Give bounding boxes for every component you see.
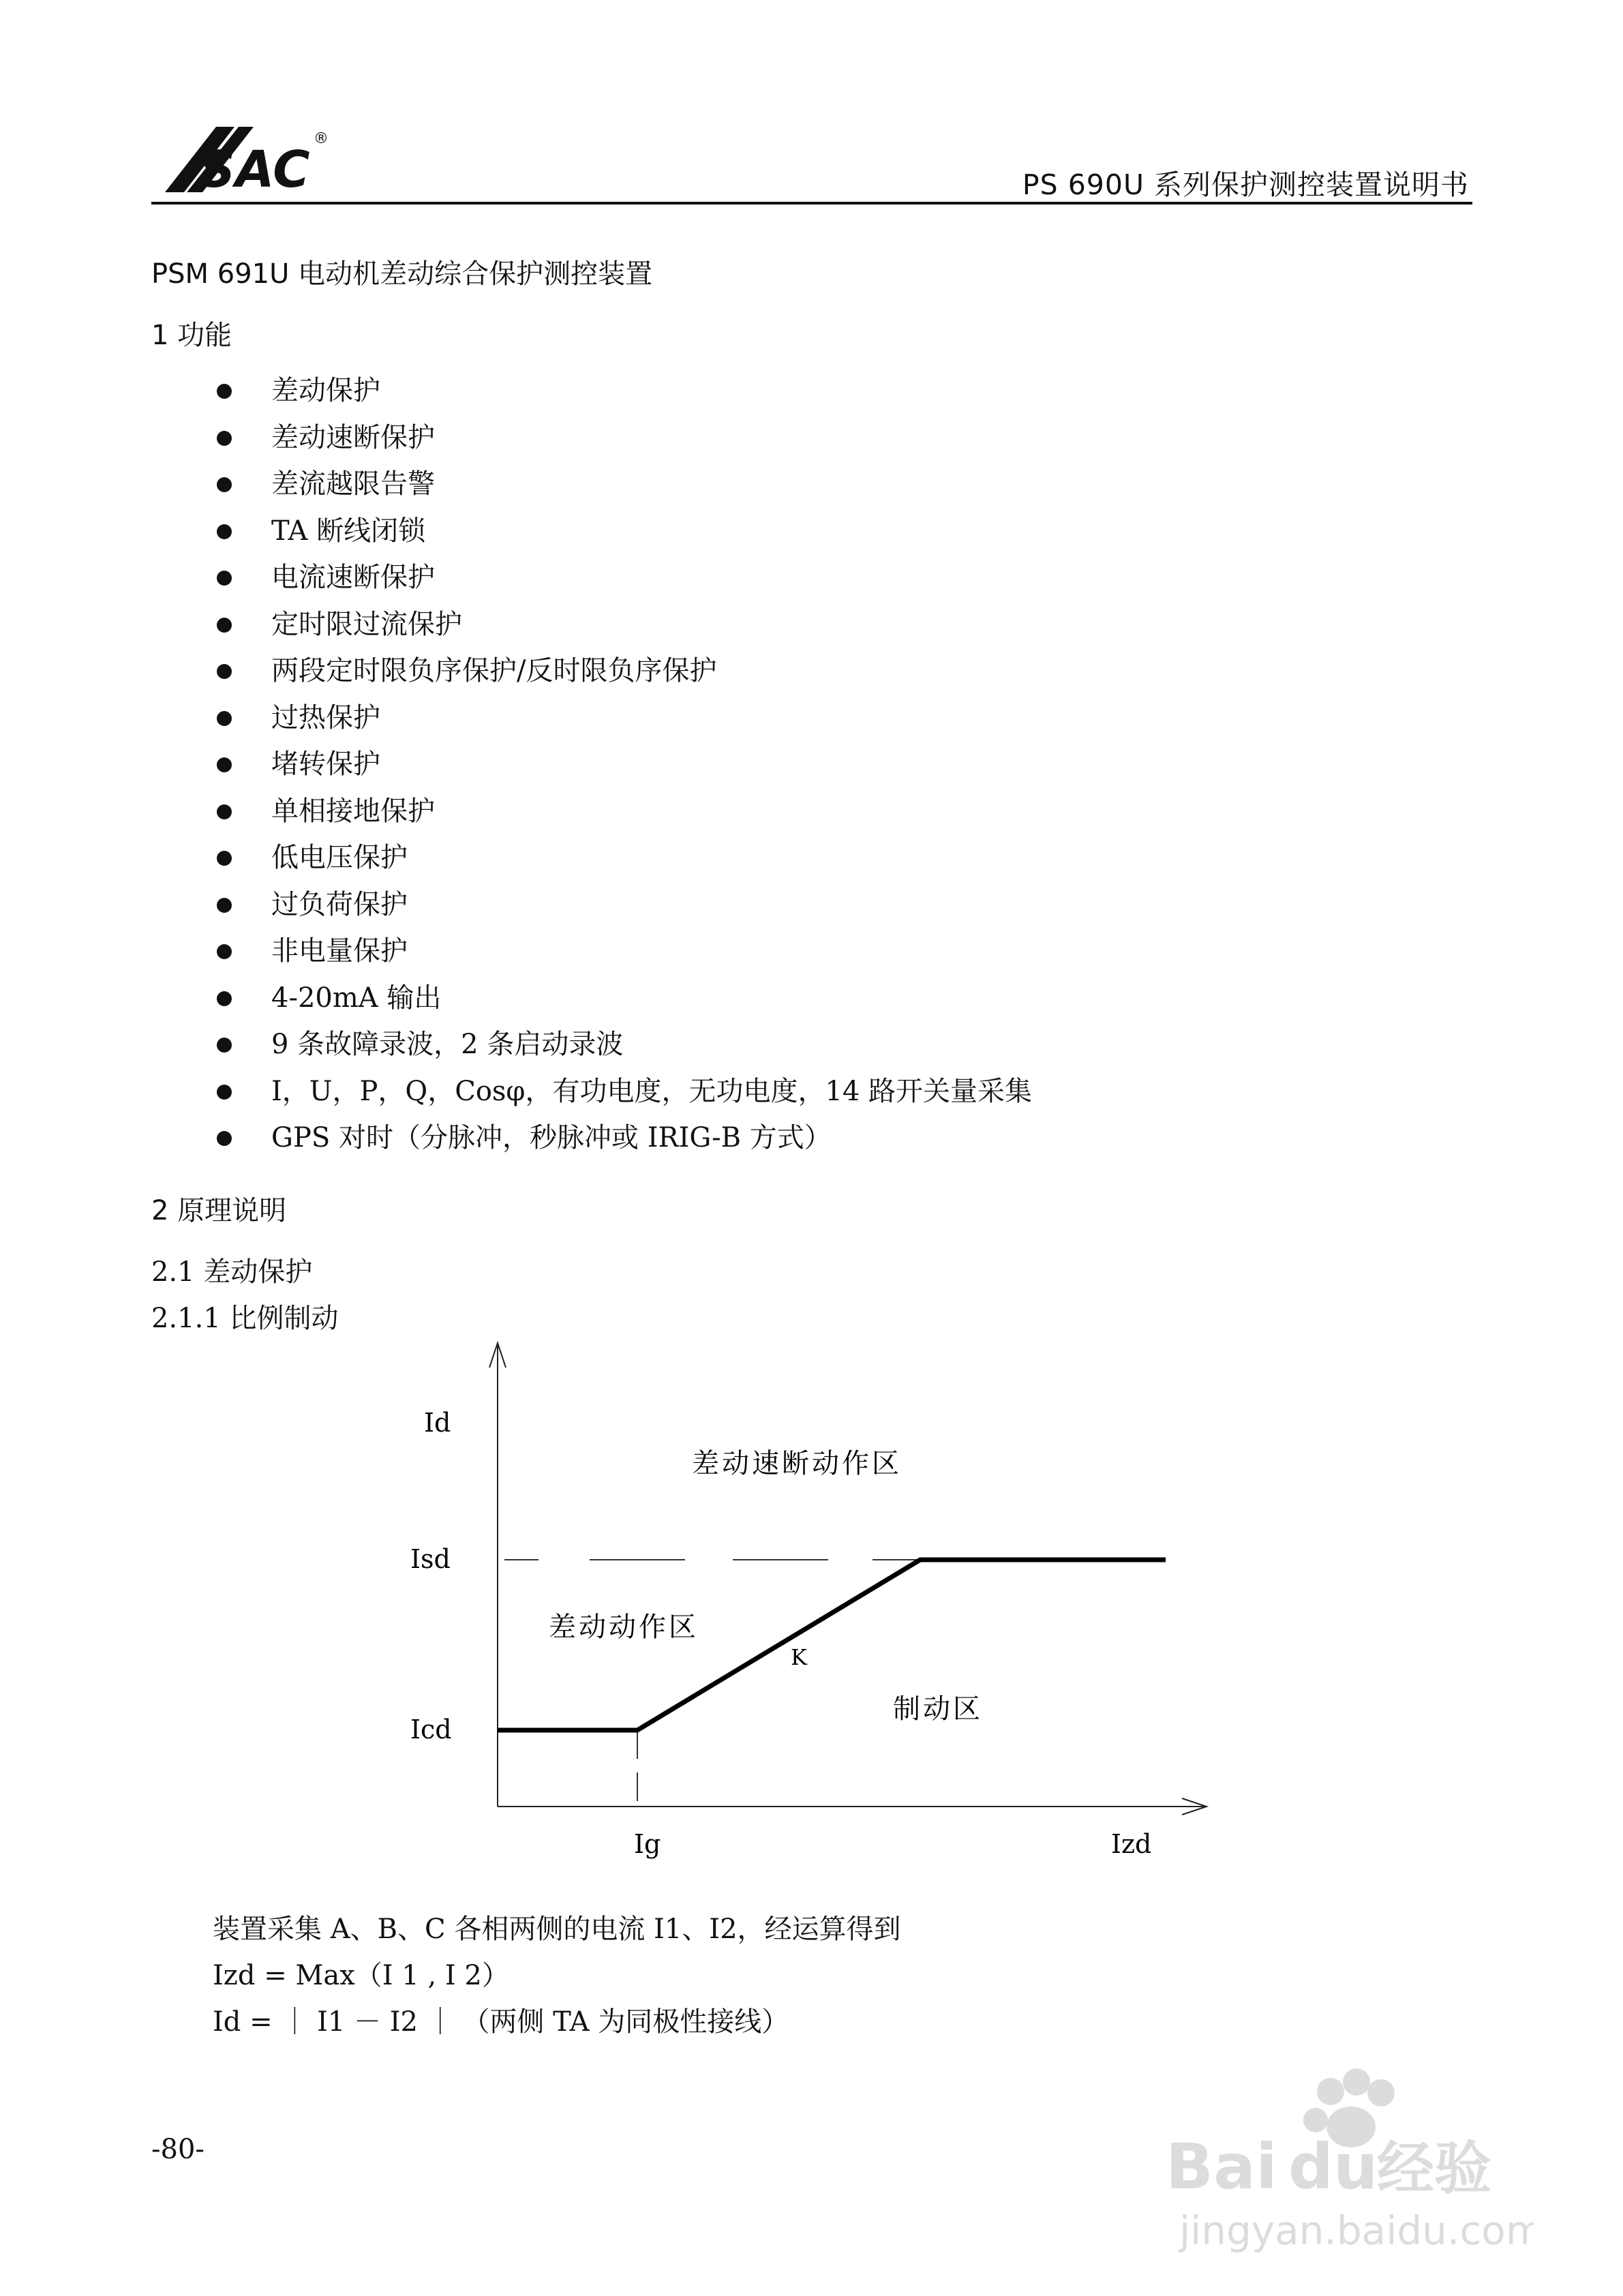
y-tick-isd: Isd bbox=[410, 1544, 451, 1574]
section-2-1-1-heading: 2.1.1 比例制动 bbox=[151, 1303, 339, 1334]
bullet-icon bbox=[217, 477, 232, 492]
bullet-icon bbox=[217, 804, 232, 819]
formula-izd: Izd = Max（I 1 , I 2） bbox=[213, 1960, 509, 1991]
formula-id: Id = ｜ I1 － I2 ｜ （两侧 TA 为同极性接线） bbox=[213, 2006, 789, 2038]
list-item: GPS 对时（分脉冲，秒脉冲或 IRIG-B 方式） bbox=[217, 1121, 1032, 1168]
bullet-icon bbox=[217, 524, 232, 539]
list-item: 过负荷保护 bbox=[217, 888, 1032, 935]
bullet-icon bbox=[217, 1131, 232, 1146]
function-list bbox=[217, 374, 1032, 1168]
slope-label: K bbox=[791, 1644, 807, 1670]
list-item: 非电量保护 bbox=[217, 934, 1032, 981]
section-2-1-heading: 2.1 差动保护 bbox=[151, 1256, 313, 1288]
bullet-icon bbox=[217, 898, 232, 913]
sac-logo bbox=[151, 121, 349, 198]
characteristic-curve bbox=[498, 1560, 1166, 1730]
bullet-icon bbox=[217, 431, 232, 446]
x-tick-ig: Ig bbox=[634, 1829, 661, 1859]
watermark-brand-tail: du bbox=[1288, 2130, 1378, 2203]
region-differential-label: 差动动作区 bbox=[549, 1612, 699, 1643]
bullet-icon bbox=[217, 991, 232, 1006]
bullet-icon bbox=[217, 1038, 232, 1053]
list-item: 单相接地保护 bbox=[217, 794, 1032, 841]
y-axis-label: Id bbox=[424, 1408, 451, 1438]
header-divider bbox=[151, 202, 1472, 205]
bullet-icon bbox=[217, 571, 232, 586]
x-axis-label: Izd bbox=[1111, 1829, 1152, 1859]
region-restraint-label: 制动区 bbox=[893, 1693, 983, 1725]
list-item: 定时限过流保护 bbox=[217, 607, 1032, 654]
registered-mark: ® bbox=[314, 130, 329, 147]
list-item: TA 断线闭锁 bbox=[217, 514, 1032, 561]
baidu-jingyan-watermark bbox=[1152, 2059, 1534, 2263]
y-tick-icd: Icd bbox=[410, 1715, 452, 1744]
bullet-icon bbox=[217, 757, 232, 772]
list-item: 差动保护 bbox=[217, 374, 1032, 421]
section-2-heading: 2 原理说明 bbox=[151, 1195, 287, 1226]
bullet-icon bbox=[217, 944, 232, 959]
list-item: 两段定时限负序保护/反时限负序保护 bbox=[217, 654, 1032, 701]
bullet-icon bbox=[217, 384, 232, 399]
list-item: 低电压保护 bbox=[217, 841, 1032, 888]
bullet-icon bbox=[217, 851, 232, 866]
list-item: I，U，P，Q，Cosφ，有功电度，无功电度，14 路开关量采集 bbox=[217, 1074, 1032, 1121]
list-item: 9 条故障录波，2 条启动录波 bbox=[217, 1027, 1032, 1074]
bullet-icon bbox=[217, 618, 232, 633]
list-item: 差流越限告警 bbox=[217, 467, 1032, 514]
paragraph-current-sampling: 装置采集 A、B、C 各相两侧的电流 I1、I2，经运算得到 bbox=[213, 1914, 901, 1945]
watermark-product: 经验 bbox=[1377, 2135, 1492, 2202]
bullet-icon bbox=[217, 1085, 232, 1100]
document-header-title: PS 690U 系列保护测控装置说明书 bbox=[1022, 168, 1469, 201]
chart-svg bbox=[382, 1336, 1213, 1868]
section-1-heading: 1 功能 bbox=[151, 320, 232, 351]
list-item: 差动速断保护 bbox=[217, 421, 1032, 468]
list-item: 电流速断保护 bbox=[217, 560, 1032, 607]
bullet-icon bbox=[217, 664, 232, 679]
list-item: 堵转保护 bbox=[217, 747, 1032, 794]
bullet-icon bbox=[217, 711, 232, 726]
watermark-url: jingyan.baidu.com bbox=[1179, 2207, 1534, 2254]
logo-text: SAC bbox=[199, 140, 310, 198]
differential-characteristic-chart bbox=[382, 1336, 1213, 1868]
list-item: 4-20mA 输出 bbox=[217, 981, 1032, 1028]
list-item: 过热保护 bbox=[217, 701, 1032, 748]
watermark-brand: Bai bbox=[1166, 2130, 1277, 2203]
device-title: PSM 691U 电动机差动综合保护测控装置 bbox=[151, 258, 653, 290]
region-quick-break-label: 差动速断动作区 bbox=[692, 1448, 902, 1479]
page-number: -80- bbox=[151, 2134, 204, 2165]
